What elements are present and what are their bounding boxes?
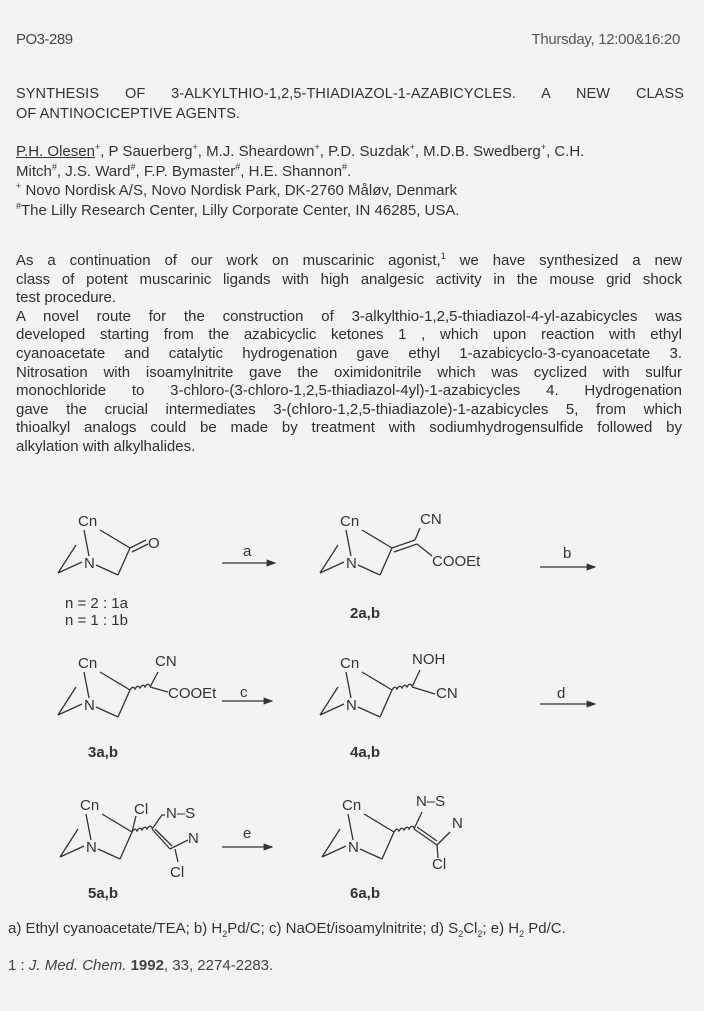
text: Pd/C; c) NaOEt/isoamylnitrite; d) S [227, 920, 459, 937]
body-line: test procedure. [16, 289, 117, 307]
atom-label: Cn [80, 797, 100, 814]
atom-label: N [348, 839, 359, 856]
compound-label: 4a,b [350, 744, 381, 761]
body-line: cyanoacetate and catalytic hydrogenation gave ethyl 1-azabicyclo-3-cyanoacetate 3. [16, 344, 682, 362]
affiliation-text: Novo Nordisk A/S, Novo Nordisk Park, DK-2760 Måløv, Denmark [25, 182, 457, 199]
title-line: SYNTHESIS OF 3-ALKYLTHIO-1,2,5-THIADIAZOL-1-AZABICYCLES. A NEW CLASS [16, 86, 684, 102]
atom-label: Cl [134, 801, 149, 818]
arrow-label: d [557, 685, 566, 702]
body-line: monochloride to 3-chloro-(3-chloro-1,2,5-thiadiazol-4yl)-1-azabicycles 4. Hydrogenation [16, 382, 682, 400]
author-name: F.P. Bymaster [143, 162, 236, 180]
atom-label: CN [420, 511, 442, 528]
separator: , [240, 162, 249, 180]
affiliation-mark: + [409, 142, 415, 152]
atom-label: Cn [340, 655, 360, 672]
atom-label: Cl [432, 856, 447, 873]
author-name: P.D. Suzdak [328, 143, 410, 160]
session-time: Thursday, 12:00&16:20 [531, 31, 680, 48]
atom-label: O [148, 535, 160, 552]
body-line [16, 252, 682, 271]
body-line: gave the crucial intermediates 3-(chloro-1,2,5-thiadiazole)-1-azabicycles 5, from which [16, 400, 682, 418]
author-name: Mitch [16, 162, 52, 180]
separator: , [197, 143, 207, 160]
body-line: alkylation with alkylhalides. [16, 437, 196, 455]
body-line: developed starting from the azabicyclic ketones 1 , which upon reaction with ethyl [16, 326, 682, 344]
author-name: P Sauerberg [108, 143, 193, 160]
subscript: 2 [519, 929, 525, 939]
subscript: 2 [458, 929, 464, 939]
atom-label: N–S [166, 805, 196, 822]
author-name: P.H. Olesen [16, 143, 95, 160]
author-name: M.J. Sheardown [206, 143, 315, 160]
text: Cl [463, 920, 478, 937]
separator: , [319, 143, 329, 160]
compound-label: 6a,b [350, 885, 381, 902]
atom-label: CN [436, 685, 458, 702]
compound-label: n = 1 : 1b [65, 612, 128, 629]
atom-label: Cn [78, 655, 98, 672]
paper-title [16, 84, 684, 124]
affiliation-mark: + [540, 142, 546, 152]
compound-label: 2a,b [350, 605, 381, 622]
author-name: J.S. Ward [65, 162, 131, 180]
affiliation [16, 181, 684, 201]
atom-label: COOEt [168, 685, 217, 702]
affiliation-mark: # [51, 161, 57, 172]
affiliation-mark: # [342, 161, 348, 172]
affiliation-mark: + [314, 142, 320, 152]
body-line: class of potent muscarinic ligands with high analgesic activity in the mouse grid shock [16, 270, 682, 288]
affiliation-text: The Lilly Research Center, Lilly Corporate Center, IN 46285, USA. [21, 201, 460, 219]
subscript: 2 [222, 929, 228, 939]
atom-label: N [86, 839, 97, 856]
reference-year: 1992 [130, 957, 164, 974]
reference-number: 1 : [8, 957, 29, 974]
reaction-scheme [0, 500, 704, 910]
text: we have synthesized a new [445, 252, 682, 269]
journal-name: J. Med. Chem. [28, 957, 127, 974]
body-line: thioalkyl analogs could be made by treatment with sodiumhydrogensulfide followed by [16, 419, 682, 437]
arrow-label: e [243, 825, 252, 842]
affiliation-mark: + [192, 142, 198, 152]
reaction-conditions [8, 920, 566, 937]
author-name: H.E. Shannon [248, 162, 343, 180]
abstract-body [16, 252, 682, 457]
title-line: OF ANTINOCICEPTIVE AGENTS. [16, 106, 241, 122]
atom-label: N [84, 697, 95, 714]
body-line: Nitrosation with isoamylnitrite gave the oximidonitrile which was cyclized with sulfur [16, 363, 682, 381]
compound-label: 3a,b [88, 744, 119, 761]
text: Pd/C. [524, 920, 566, 937]
arrow-label: a [243, 543, 252, 560]
atom-label: N [346, 697, 357, 714]
affiliation-mark: + [16, 181, 22, 191]
reference-mark: 1 [440, 251, 446, 261]
arrow-label: c [240, 684, 248, 701]
separator: , [100, 143, 109, 160]
atom-label: N–S [416, 793, 446, 810]
author-line [16, 162, 684, 182]
atom-label: N [452, 815, 463, 832]
reference [8, 957, 273, 974]
atom-label: Cn [342, 797, 362, 814]
atom-label: CN [155, 653, 177, 670]
affiliation-mark: # [16, 200, 22, 211]
author-name: M.D.B. Swedberg [423, 143, 541, 160]
author-block [16, 142, 684, 220]
atom-label: N [346, 555, 357, 572]
atom-label: N [188, 830, 199, 847]
body-line: A novel route for the construction of 3-alkylthio-1,2,5-thiadiazol-4-yl-azabicycles was [16, 307, 682, 325]
affiliation-mark: + [94, 142, 101, 152]
atom-label: Cl [170, 864, 185, 881]
arrow-label: b [563, 545, 572, 562]
compound-label: 5a,b [88, 885, 119, 902]
atom-label: Cn [78, 513, 98, 530]
subscript: 2 [477, 929, 483, 939]
atom-label: NOH [412, 651, 446, 668]
atom-label: Cn [340, 513, 360, 530]
atom-label: N [84, 555, 95, 572]
affiliation-mark: # [130, 161, 136, 172]
text: As a continuation of our work on muscarinic agonist, [16, 252, 441, 269]
atom-label: COOEt [432, 553, 481, 570]
affiliation-mark: # [235, 161, 241, 172]
compound-label: n = 2 : 1a [65, 595, 128, 612]
author-line [16, 142, 684, 162]
separator: , [414, 143, 424, 160]
poster-code: PO3-289 [16, 31, 73, 48]
separator: , [135, 162, 144, 180]
text: a) Ethyl cyanoacetate/TEA; b) H [8, 920, 223, 937]
author-name: C.H. [554, 143, 585, 160]
separator: , [545, 143, 555, 160]
reference-details: , 33, 2274-2283. [163, 957, 274, 974]
text: ; e) H [482, 920, 520, 937]
separator: . [347, 162, 352, 180]
affiliation [16, 201, 684, 221]
separator: , [56, 162, 66, 180]
